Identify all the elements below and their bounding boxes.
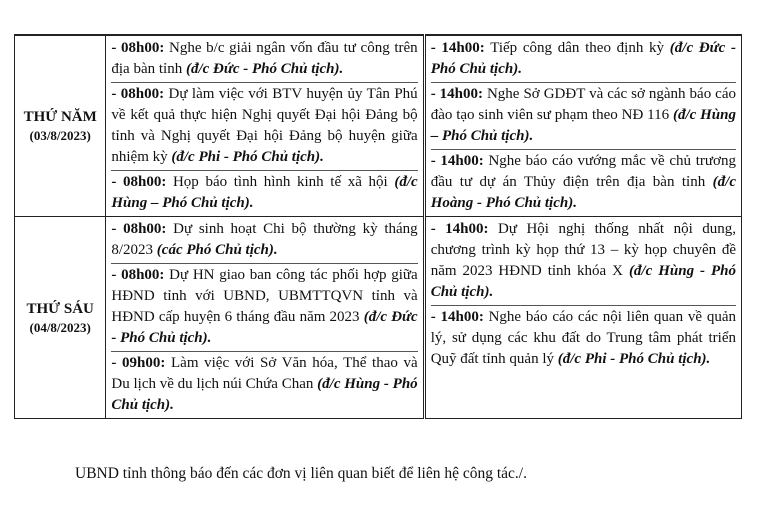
schedule-table [14,34,742,419]
item-text: Nghe báo cáo vướng mắc về chủ trương đầu tư dự án Thủy điện trên địa bàn tỉnh [430,153,736,190]
item-person: (đ/c Phi - Phó Chủ tịch). [557,351,711,367]
item-person: (đ/c Hoàng - Phó Chủ tịch). [430,174,736,211]
afternoon-cell [424,35,741,217]
item-time: - 09h00: [111,355,166,371]
item-person: (đ/c Hùng - Phó Chủ tịch). [430,263,736,300]
schedule-item [111,82,417,170]
day-name: THỨ SÁU [26,300,94,317]
schedule-row-thursday [15,35,742,217]
item-person: (đ/c Đức - Phó Chủ tịch). [430,40,737,77]
item-person: (đ/c Hùng – Phó Chủ tịch). [430,107,736,144]
day-name: THỨ NĂM [23,109,97,125]
day-cell [15,35,106,217]
item-time: - 08h00: [111,267,165,283]
footer-note: UBND tỉnh thông báo đến các đơn vị liên quan biết để liên hệ công tác./. [75,465,527,482]
item-person: (đ/c Hùng - Phó Chủ tịch). [111,376,418,413]
morning-cell [106,35,424,217]
item-text: Tiếp công dân theo định kỳ [484,40,670,56]
item-text: Làm việc với Sở Văn hóa, Thể thao và Du lịch về du lịch núi Chứa Chan [111,355,418,392]
item-person: (đ/c Đức - Phó Chủ tịch). [185,61,344,77]
item-text: Dự làm việc với BTV huyện ủy Tân Phú về kết quả thực hiện Nghị quyết Đại hội Đảng bộ tỉnh và Nghị quyết Đại hội Đảng bộ huyện giữa nhiệm kỳ [111,86,418,165]
item-text: Nghe Sở GDĐT và các sở ngành báo cáo đào tạo sinh viên sư phạm theo NĐ 116 [430,86,736,123]
item-text: Họp báo tình hình kinh tế xã hội [166,174,395,190]
day-cell [15,217,106,419]
item-time: - 14h00: [430,153,484,169]
item-text: Nghe b/c giải ngân vốn đầu tư công trên địa bàn tỉnh [111,40,418,77]
schedule-item [111,219,417,263]
item-time: - 14h00: [430,309,484,325]
item-time: - 14h00: [430,40,485,56]
item-person: (các Phó Chủ tịch). [156,242,278,258]
schedule-item [431,38,736,82]
item-person: (đ/c Phi - Phó Chủ tịch). [171,149,324,165]
schedule-item [111,170,417,216]
schedule-item [111,351,417,418]
item-time: - 08h00: [111,174,167,190]
item-time: - 08h00: [111,86,165,102]
schedule-item [431,305,736,372]
item-text: Nghe báo cáo các nội liên quan về quản lý, sử dụng các khu đất do Trung tâm phát triển Quỹ đất tỉnh quản lý [430,309,736,367]
item-time: - 14h00: [430,86,483,102]
schedule-item [431,219,736,305]
schedule-item [111,263,417,351]
day-date: (03/8/2023) [29,128,91,143]
item-text: Dự Hội nghị thống nhất nội dung, chương trình kỳ họp thứ 13 – kỳ họp chuyên đề năm 2023 HĐND tỉnh khóa X [430,221,736,279]
schedule-item [431,82,736,149]
schedule-item [111,38,417,82]
item-text: Dự sinh hoạt Chi bộ thường kỳ tháng 8/2023 [111,221,418,258]
item-time: - 14h00: [430,221,489,237]
schedule-row-friday [15,217,742,419]
item-person: (đ/c Đức - Phó Chủ tịch). [111,309,418,346]
item-text: Dự HN giao ban công tác phối hợp giữa HĐND tỉnh với UBND, UBMTTQVN tỉnh và HĐND cấp huyện 6 tháng đầu năm 2023 [111,267,418,325]
item-time: - 08h00: [111,221,167,237]
afternoon-cell [424,217,741,419]
item-person: (đ/c Hùng – Phó Chủ tịch). [111,174,418,211]
morning-cell [106,217,424,419]
item-time: - 08h00: [111,40,165,56]
schedule-item [431,149,736,216]
day-date: (04/8/2023) [29,319,91,335]
